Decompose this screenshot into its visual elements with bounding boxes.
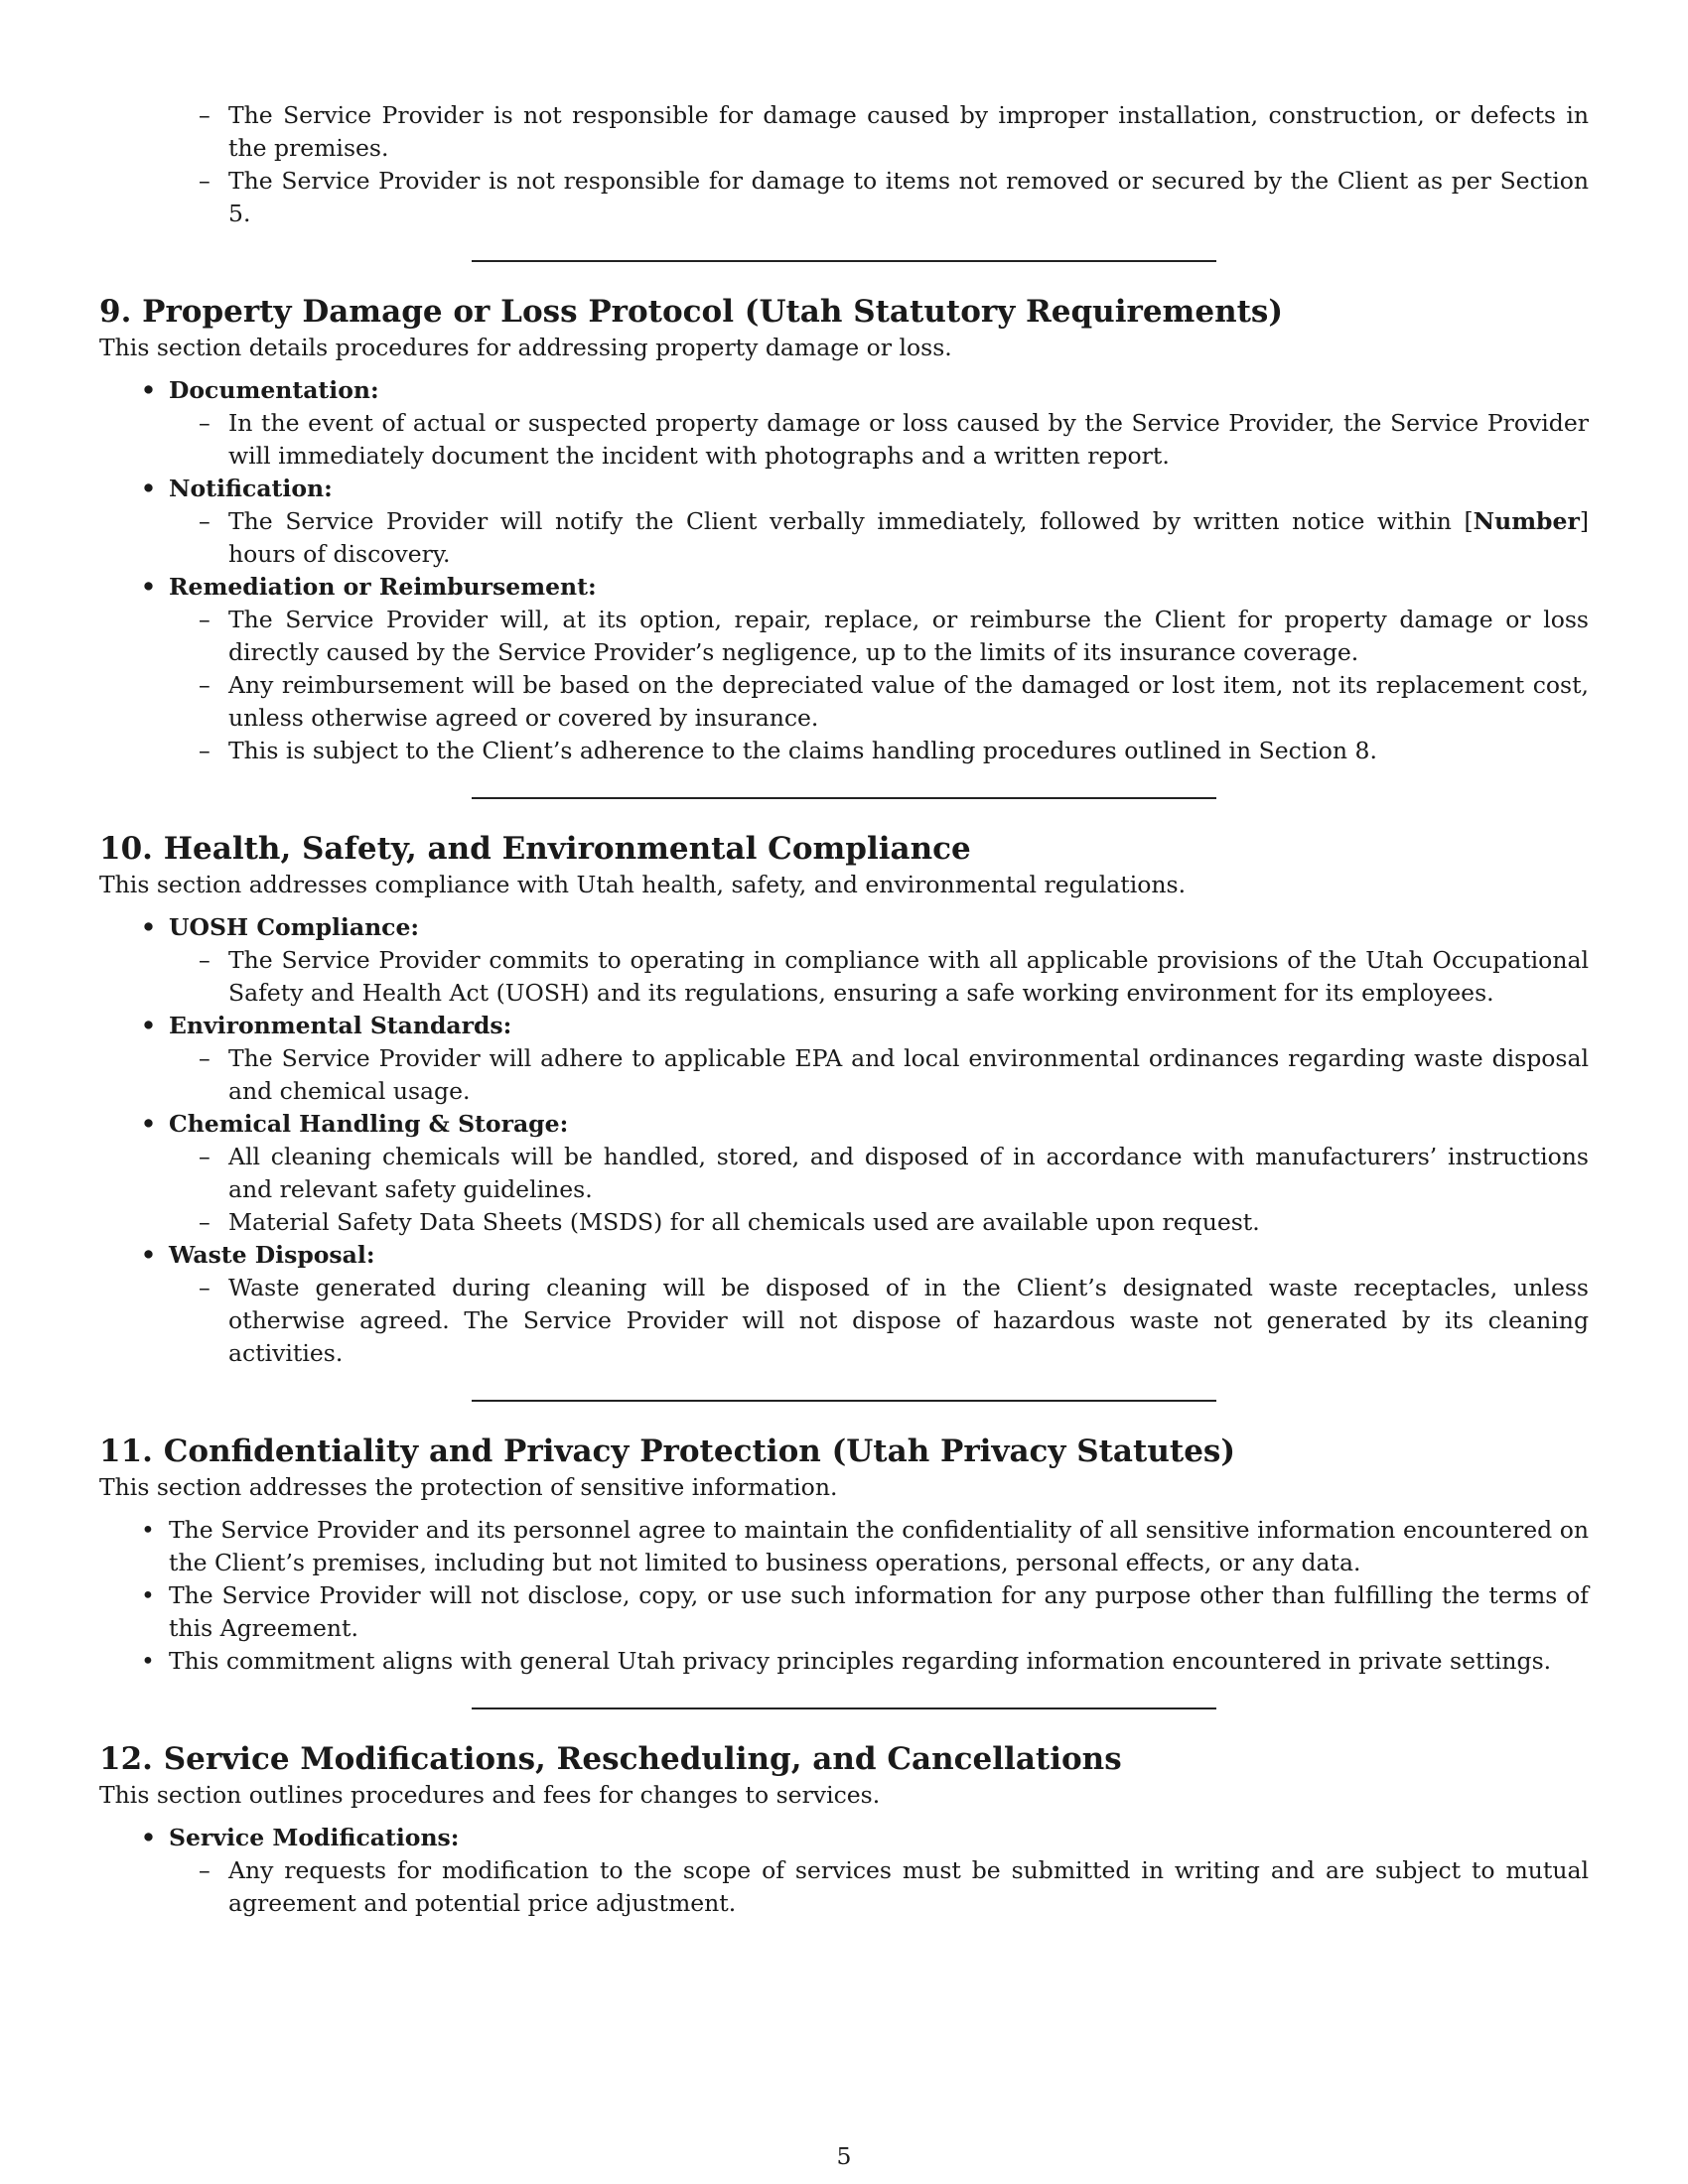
list-item: – The Service Provider is not responsible for damage caused by improper installation, construction, or defects in the premises.	[99, 99, 1589, 165]
list-item: • This commitment aligns with general Utah privacy principles regarding information encountered in private settings.	[99, 1645, 1589, 1678]
environmental-label: • Environmental Standards:	[99, 1010, 1589, 1042]
list-item: – In the event of actual or suspected property damage or loss caused by the Service Provider, the Service Provider will immediately document the incident with photographs and a written report.	[99, 407, 1589, 473]
section-11-list	[99, 1514, 1589, 1678]
waste-label: • Waste Disposal:	[99, 1239, 1589, 1272]
documentation-label: • Documentation:	[99, 374, 1589, 407]
section-divider	[472, 260, 1216, 262]
section-9-list	[99, 374, 1589, 767]
list-item: – Material Safety Data Sheets (MSDS) for all chemicals used are available upon request.	[99, 1206, 1589, 1239]
list-item: – This is subject to the Client’s adherence to the claims handling procedures outlined in Section 8.	[99, 735, 1589, 767]
section-10-list	[99, 911, 1589, 1370]
remediation-label: • Remediation or Reimbursement:	[99, 571, 1589, 604]
list-item: – The Service Provider will adhere to applicable EPA and local environmental ordinances regarding waste disposal and chemical usage.	[99, 1042, 1589, 1108]
notification-label: • Notification:	[99, 473, 1589, 505]
section-12-title: 12. Service Modifications, Rescheduling, and Cancellations	[99, 1741, 1122, 1777]
document-page	[99, 99, 1589, 1920]
section-10-intro: This section addresses compliance with Utah health, safety, and environmental regulations.	[99, 871, 1187, 898]
service-modifications-label: • Service Modifications:	[99, 1822, 1589, 1854]
list-item: • The Service Provider and its personnel agree to maintain the confidentiality of all sensitive information encountered on the Client’s premises, including but not limited to business operations, personal effects, or any data.	[99, 1514, 1589, 1579]
section-divider	[472, 1707, 1216, 1709]
chemical-label: • Chemical Handling & Storage:	[99, 1108, 1589, 1141]
list-item: – The Service Provider commits to operating in compliance with all applicable provisions of the Utah Occupational Safety and Health Act (UOSH) and its regulations, ensuring a safe working environment for its employees.	[99, 944, 1589, 1010]
list-item: – Any requests for modification to the scope of services must be submitted in writing and are subject to mutual agreement and potential price adjustment.	[99, 1854, 1589, 1920]
list-item: – Waste generated during cleaning will be disposed of in the Client’s designated waste receptacles, unless otherwise agreed. The Service Provider will not dispose of hazardous waste not generated by its cleaning activities.	[99, 1272, 1589, 1370]
list-item: – The Service Provider will, at its option, repair, replace, or reimburse the Client for property damage or loss directly caused by the Service Provider’s negligence, up to the limits of its insurance coverage.	[99, 604, 1589, 669]
section-9-intro: This section details procedures for addressing property damage or loss.	[99, 334, 952, 361]
list-item: – The Service Provider is not responsible for damage to items not removed or secured by the Client as per Section 5.	[99, 165, 1589, 230]
continued-list	[99, 99, 1589, 230]
list-item: – All cleaning chemicals will be handled, stored, and disposed of in accordance with manufacturers’ instructions and relevant safety guidelines.	[99, 1141, 1589, 1206]
list-item	[99, 505, 1589, 571]
number-placeholder: Number	[1473, 507, 1580, 535]
section-10-title: 10. Health, Safety, and Environmental Compliance	[99, 831, 971, 867]
notification-text-pre: The Service Provider will notify the Client verbally immediately, followed by written notice within [	[228, 507, 1474, 535]
section-12-intro: This section outlines procedures and fees for changes to services.	[99, 1781, 881, 1809]
page-number: 5	[836, 2142, 852, 2170]
section-divider	[472, 1400, 1216, 1402]
section-9-title: 9. Property Damage or Loss Protocol (Utah Statutory Requirements)	[99, 294, 1284, 330]
section-11-intro: This section addresses the protection of sensitive information.	[99, 1473, 838, 1501]
list-item: • The Service Provider will not disclose, copy, or use such information for any purpose other than fulfilling the terms of this Agreement.	[99, 1579, 1589, 1645]
section-11-title: 11. Confidentiality and Privacy Protection (Utah Privacy Statutes)	[99, 1433, 1236, 1469]
notification-text-post: ] hours of discovery.	[228, 507, 1589, 568]
uosh-label: • UOSH Compliance:	[99, 911, 1589, 944]
section-divider	[472, 797, 1216, 799]
section-12-list	[99, 1822, 1589, 1920]
list-item: – Any reimbursement will be based on the depreciated value of the damaged or lost item, not its replacement cost, unless otherwise agreed or covered by insurance.	[99, 669, 1589, 735]
